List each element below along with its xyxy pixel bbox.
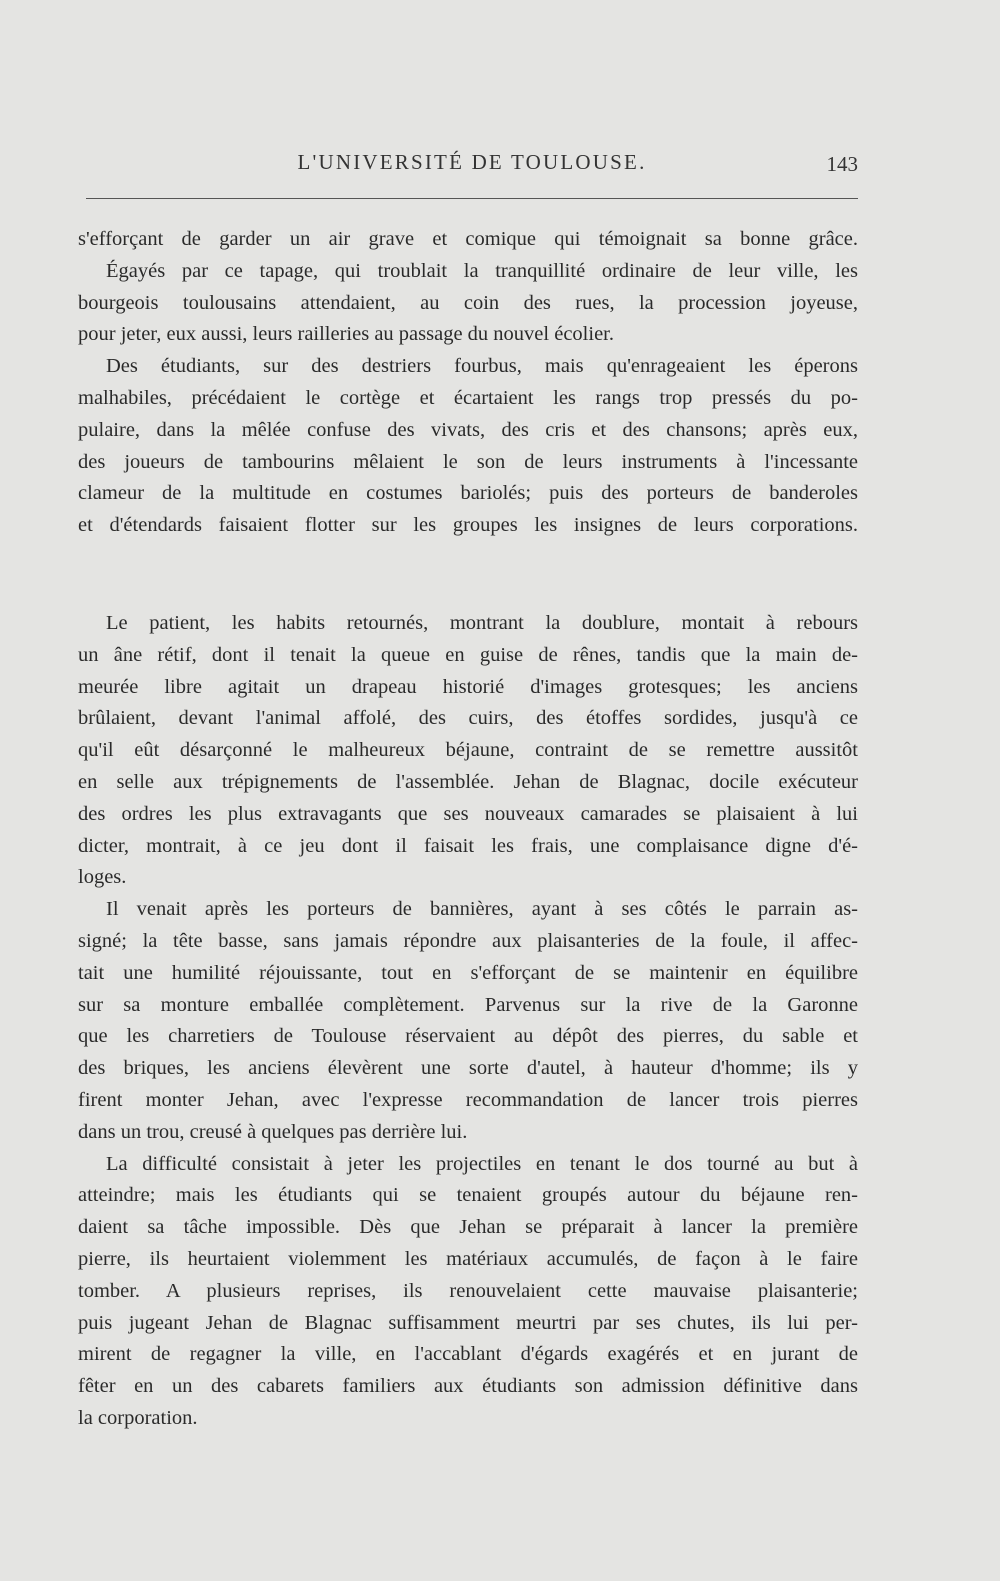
text-line: dicter, montrait, à ce jeu dont il faisait les frais, une complaisance digne d'é- — [78, 834, 858, 857]
text-line: fêter en un des cabarets familiers aux étudiants son admission définitive dans — [78, 1375, 858, 1398]
running-head — [86, 146, 858, 178]
text-line: pour jeter, eux aussi, leurs railleries au passage du nouvel écolier. — [78, 323, 614, 346]
text-line: daient sa tâche impossible. Dès que Jehan se préparait à lancer la première — [78, 1216, 858, 1239]
text-line: bourgeois toulousains attendaient, au coin des rues, la procession joyeuse, — [78, 291, 858, 314]
text-line: mirent de regagner la ville, en l'accablant d'égards exagérés et en jurant de — [78, 1343, 858, 1366]
text-line: pulaire, dans la mêlée confuse des vivats, des cris et des chansons; après eux, — [78, 418, 858, 441]
text-line: Le patient, les habits retournés, montrant la doublure, montait à rebours — [106, 612, 858, 634]
text-line: malhabiles, précédaient le cortège et écartaient les rangs trop pressés du po- — [78, 386, 858, 409]
header-rule — [86, 198, 858, 199]
text-line: des joueurs de tambourins mêlaient le son de leurs instruments à l'incessante — [78, 450, 858, 473]
text-line: loges. — [78, 866, 127, 889]
text-line: Égayés par ce tapage, qui troublait la tranquillité ordinaire de leur ville, les — [106, 259, 858, 282]
text-section-1 — [78, 224, 858, 542]
text-line: en selle aux trépignements de l'assemblée. Jehan de Blagnac, docile exécuteur — [78, 770, 858, 793]
text-line: pierre, ils heurtaient violemment les matériaux accumulés, de façon à le faire — [78, 1247, 858, 1270]
text-line: puis jugeant Jehan de Blagnac suffisamment meurtri par ses chutes, ils lui per- — [78, 1311, 858, 1334]
text-line: clameur de la multitude en costumes bariolés; puis des porteurs de banderoles — [78, 482, 858, 505]
text-line: la corporation. — [78, 1406, 198, 1429]
text-line: s'efforçant de garder un air grave et comique qui témoignait sa bonne grâce. — [78, 228, 858, 250]
text-line: des briques, les anciens élevèrent une sorte d'autel, à hauteur d'homme; ils y — [78, 1057, 858, 1080]
text-line: atteindre; mais les étudiants qui se tenaient groupés autour du béjaune ren- — [78, 1184, 858, 1207]
text-line: que les charretiers de Toulouse réservaient au dépôt des pierres, du sable et — [78, 1025, 858, 1048]
text-line: dans un trou, creusé à quelques pas derrière lui. — [78, 1120, 468, 1143]
text-line: Des étudiants, sur des destriers fourbus, mais qu'enrageaient les éperons — [106, 355, 858, 378]
text-line: brûlaient, devant l'animal affolé, des cuirs, des étoffes sordides, jusqu'à ce — [78, 707, 858, 730]
text-line: firent monter Jehan, avec l'expresse recommandation de lancer trois pierres — [78, 1088, 858, 1111]
text-line: un âne rétif, dont il tenait la queue en guise de rênes, tandis que la main de- — [78, 643, 858, 666]
text-line: des ordres les plus extravagants que ses nouveaux camarades se plaisaient à lui — [78, 802, 858, 825]
text-line: Il venait après les porteurs de bannières, ayant à ses côtés le parrain as- — [106, 898, 858, 921]
text-line: La difficulté consistait à jeter les projectiles en tenant le dos tourné au but à — [106, 1152, 858, 1175]
text-line: tait une humilité réjouissante, tout en s'efforçant de se maintenir en équilibre — [78, 961, 858, 984]
text-line: signé; la tête basse, sans jamais répondre aux plaisanteries de la foule, il affec- — [78, 929, 858, 952]
text-line: tomber. A plusieurs reprises, ils renouvelaient cette mauvaise plaisanterie; — [78, 1279, 858, 1302]
text-line: et d'étendards faisaient flotter sur les groupes les insignes de leurs corporations. — [78, 514, 858, 537]
text-section-2 — [78, 608, 858, 1435]
text-line: sur sa monture emballée complètement. Parvenus sur la rive de la Garonne — [78, 993, 858, 1016]
text-line: meurée libre agitait un drapeau historié d'images grotesques; les anciens — [78, 675, 858, 698]
text-line: qu'il eût désarçonné le malheureux béjaune, contraint de se remettre aussitôt — [78, 739, 858, 762]
page-number: 143 — [826, 152, 858, 176]
running-title: L'UNIVERSITÉ DE TOULOUSE. — [297, 150, 647, 174]
